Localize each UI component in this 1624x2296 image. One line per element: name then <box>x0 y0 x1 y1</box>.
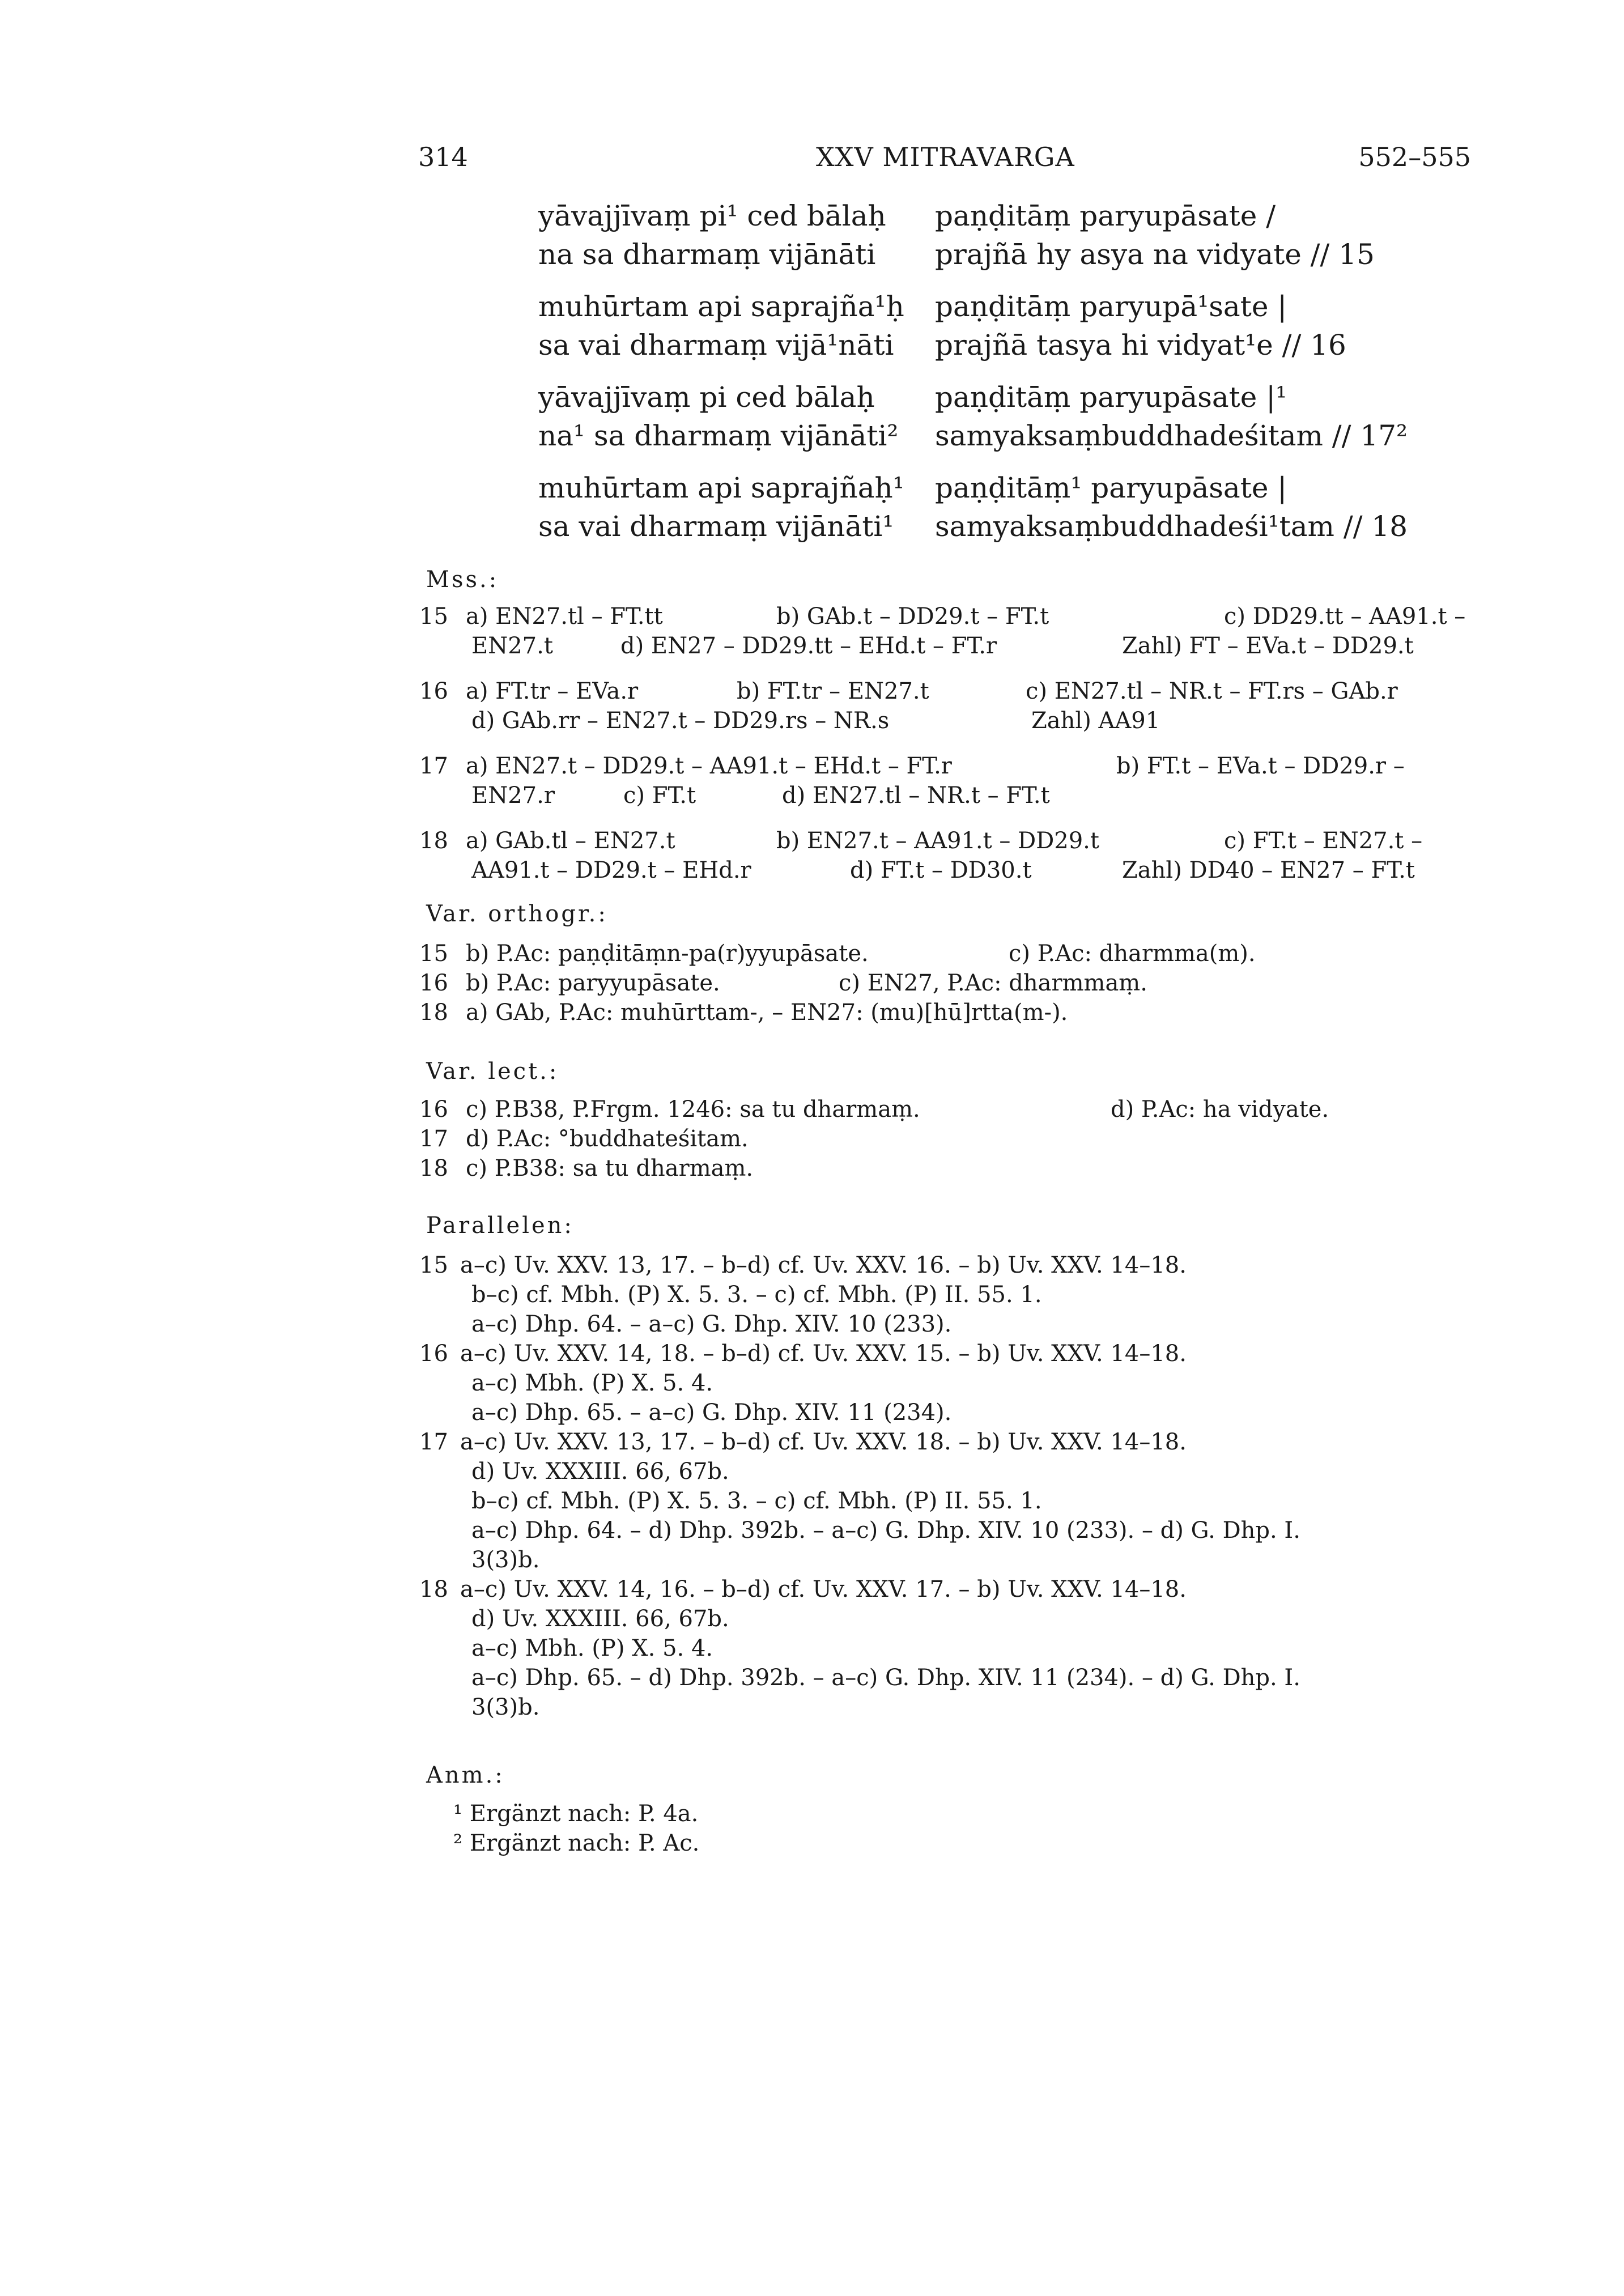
mss-cell: c) EN27.tl – NR.t – FT.rs – GAb.r <box>1026 678 1398 704</box>
var-reading: c) P.Ac: dharmma(m). <box>1009 941 1256 967</box>
parallel-text: a–c) Dhp. 64. – a–c) G. Dhp. XIV. 10 (233). <box>471 1311 952 1337</box>
mss-cell: Zahl) DD40 – EN27 – FT.t <box>1122 857 1415 883</box>
parallel-line <box>419 1311 1485 1341</box>
mss-line <box>419 857 1485 887</box>
parallel-line <box>419 1252 1485 1282</box>
stanza-17 <box>538 381 1456 458</box>
parallel-line <box>419 1429 1485 1459</box>
verse-line <box>538 471 1456 510</box>
mss-cell: d) FT.t – DD30.t <box>850 857 1032 883</box>
mss-cell: b) FT.tr – EN27.t <box>737 678 929 704</box>
parallel-text: d) Uv. XXXIII. 66, 67b. <box>471 1606 729 1632</box>
pada-a: yāvajjīvaṃ pi ced bālaḥ <box>538 381 875 414</box>
parallel-text: d) Uv. XXXIII. 66, 67b. <box>471 1459 729 1485</box>
parallelen-title: Parallelen: <box>426 1213 574 1239</box>
parallel-line <box>419 1488 1485 1517</box>
var-reading: b) P.Ac: paryyupāsate. <box>466 970 720 996</box>
verse-line <box>538 419 1456 458</box>
anm-block <box>453 1801 1519 1860</box>
mss-cell: Zahl) FT – EVa.t – DD29.t <box>1122 633 1414 659</box>
mss-block <box>419 603 1485 887</box>
pada-a: sa vai dharmaṃ vijānāti¹ <box>538 510 894 543</box>
var-orthogr-line <box>419 941 1485 970</box>
stanza-number: 15 <box>419 603 448 630</box>
parallel-line <box>419 1370 1485 1400</box>
pada-a: muhūrtam api saprajña¹ḥ <box>538 290 904 323</box>
mss-cell: d) GAb.rr – EN27.t – DD29.rs – NR.s <box>471 708 890 734</box>
parallel-line <box>419 1282 1485 1311</box>
var-lect-line <box>419 1155 1485 1185</box>
stanza-18 <box>538 471 1456 549</box>
mss-cell: b) FT.t – EVa.t – DD29.r – <box>1116 753 1405 779</box>
parallel-text: a–c) Mbh. (P) X. 5. 4. <box>471 1635 713 1661</box>
verse-line <box>538 290 1456 329</box>
parallel-line <box>419 1400 1485 1429</box>
pada-b: samyaksaṃbuddhadeśi¹tam // 18 <box>935 510 1408 543</box>
mss-cell: c) DD29.tt – AA91.t – <box>1224 603 1466 630</box>
mss-cell: AA91.t – DD29.t – EHd.r <box>471 857 751 883</box>
mss-cell: b) GAb.t – DD29.t – FT.t <box>776 603 1049 630</box>
var-reading: c) P.B38, P.Frgm. 1246: sa tu dharmaṃ. <box>466 1096 920 1123</box>
footnote: ² Ergänzt nach: P. Ac. <box>453 1830 700 1856</box>
mss-line <box>419 753 1485 783</box>
var-reading: b) P.Ac: paṇḍitāṃn-pa(r)yyupāsate. <box>466 941 869 967</box>
parallel-line <box>419 1341 1485 1370</box>
parallel-text: a–c) Uv. XXV. 13, 17. – b–d) cf. Uv. XXV. 16. – b) Uv. XXV. 14–18. <box>460 1252 1187 1278</box>
verse-line <box>538 199 1456 238</box>
pada-b: paṇḍitāṃ¹ paryupāsate | <box>935 471 1287 504</box>
stanza-range: 552–555 <box>1358 142 1471 172</box>
mss-cell: a) EN27.t – DD29.t – AA91.t – EHd.t – FT.r <box>466 753 952 779</box>
running-title: XXV MITRAVARGA <box>816 142 1075 172</box>
mss-cell: d) EN27.tl – NR.t – FT.t <box>782 783 1050 809</box>
stanza-number: 16 <box>419 970 448 996</box>
stanza-16 <box>538 290 1456 367</box>
pada-b: prajñā hy asya na vidyate // 15 <box>935 238 1375 271</box>
parallel-text: a–c) Dhp. 65. – a–c) G. Dhp. XIV. 11 (234). <box>471 1400 952 1426</box>
var-orthogr-line <box>419 970 1485 1000</box>
var-reading: d) P.Ac: °buddhateśitam. <box>466 1126 749 1152</box>
mss-cell: d) EN27 – DD29.tt – EHd.t – FT.r <box>620 633 997 659</box>
mss-cell: a) FT.tr – EVa.r <box>466 678 639 704</box>
pada-a: muhūrtam api saprajñaḥ¹ <box>538 471 904 504</box>
pada-a: sa vai dharmaṃ vijā¹nāti <box>538 329 894 362</box>
parallel-text: a–c) Mbh. (P) X. 5. 4. <box>471 1370 713 1396</box>
stanza-number: 15 <box>419 1252 448 1278</box>
parallel-line <box>419 1547 1485 1576</box>
footnote: ¹ Ergänzt nach: P. 4a. <box>453 1801 699 1827</box>
parallel-text: 3(3)b. <box>471 1694 540 1720</box>
parallel-line <box>419 1606 1485 1635</box>
pada-b: prajñā tasya hi vidyat¹e // 16 <box>935 329 1346 362</box>
parallelen-block <box>419 1252 1485 1724</box>
var-orthogr-line <box>419 1000 1485 1029</box>
stanza-number: 18 <box>419 1576 448 1602</box>
mss-line <box>419 633 1485 662</box>
parallel-text: a–c) Dhp. 64. – d) Dhp. 392b. – a–c) G. Dhp. XIV. 10 (233). – d) G. Dhp. I. <box>471 1517 1300 1544</box>
mss-cell: a) EN27.tl – FT.tt <box>466 603 663 630</box>
pada-b: samyaksaṃbuddhadeśitam // 17² <box>935 419 1408 452</box>
stanza-number: 17 <box>419 1429 448 1455</box>
stanza-number: 16 <box>419 1341 448 1367</box>
parallel-text: a–c) Uv. XXV. 14, 16. – b–d) cf. Uv. XXV. 17. – b) Uv. XXV. 14–18. <box>460 1576 1187 1602</box>
pada-a: yāvajjīvaṃ pi¹ ced bālaḥ <box>538 199 886 232</box>
var-orthogr-block <box>419 941 1485 1029</box>
mss-cell: EN27.t <box>471 633 553 659</box>
parallel-text: a–c) Dhp. 65. – d) Dhp. 392b. – a–c) G. Dhp. XIV. 11 (234). – d) G. Dhp. I. <box>471 1665 1300 1691</box>
verse-block <box>538 199 1456 562</box>
verse-line <box>538 238 1456 277</box>
mss-line <box>419 708 1485 737</box>
mss-cell: b) EN27.t – AA91.t – DD29.t <box>776 828 1099 854</box>
pada-b: paṇḍitāṃ paryupā¹sate | <box>935 290 1287 323</box>
pada-b: paṇḍitāṃ paryupāsate / <box>935 199 1276 232</box>
mss-cell: a) GAb.tl – EN27.t <box>466 828 675 854</box>
anm-title: Anm.: <box>426 1762 505 1788</box>
stanza-number: 15 <box>419 941 448 967</box>
mss-line <box>419 678 1485 708</box>
var-lect-block <box>419 1096 1485 1185</box>
parallel-line <box>419 1576 1485 1606</box>
parallel-line <box>419 1665 1485 1694</box>
var-reading: c) P.B38: sa tu dharmaṃ. <box>466 1155 754 1181</box>
mss-line <box>419 828 1485 857</box>
var-reading: c) EN27, P.Ac: dharmmaṃ. <box>839 970 1147 996</box>
stanza-number: 17 <box>419 1126 448 1152</box>
mss-cell: c) FT.t <box>623 783 696 809</box>
parallel-text: b–c) cf. Mbh. (P) X. 5. 3. – c) cf. Mbh. (P) II. 55. 1. <box>471 1488 1042 1514</box>
stanza-number: 18 <box>419 1000 448 1026</box>
stanza-number: 17 <box>419 753 448 779</box>
var-orthogr-title: Var. orthogr.: <box>426 901 608 927</box>
stanza-number: 16 <box>419 678 448 704</box>
var-lect-line <box>419 1126 1485 1155</box>
pada-b: paṇḍitāṃ paryupāsate |¹ <box>935 381 1287 414</box>
parallel-line <box>419 1635 1485 1665</box>
stanza-15 <box>538 199 1456 277</box>
var-reading: a) GAb, P.Ac: muhūrttam-, – EN27: (mu)[hū]rtta(m-). <box>466 1000 1068 1026</box>
var-reading: d) P.Ac: ha vidyate. <box>1111 1096 1329 1123</box>
mss-cell: c) FT.t – EN27.t – <box>1224 828 1423 854</box>
parallel-text: a–c) Uv. XXV. 14, 18. – b–d) cf. Uv. XXV. 15. – b) Uv. XXV. 14–18. <box>460 1341 1187 1367</box>
stanza-number: 16 <box>419 1096 448 1123</box>
parallel-text: 3(3)b. <box>471 1547 540 1573</box>
stanza-number: 18 <box>419 1155 448 1181</box>
stanza-number: 18 <box>419 828 448 854</box>
mss-line <box>419 603 1485 633</box>
mss-line <box>419 783 1485 812</box>
pada-a: na¹ sa dharmaṃ vijānāti² <box>538 419 899 452</box>
parallel-line <box>419 1694 1485 1724</box>
page-number: 314 <box>418 142 468 172</box>
var-lect-line <box>419 1096 1485 1126</box>
mss-title: Mss.: <box>426 567 499 593</box>
mss-cell: EN27.r <box>471 783 555 809</box>
var-lect-title: Var. lect.: <box>426 1058 559 1085</box>
parallel-line <box>419 1459 1485 1488</box>
parallel-text: b–c) cf. Mbh. (P) X. 5. 3. – c) cf. Mbh. (P) II. 55. 1. <box>471 1282 1042 1308</box>
pada-a: na sa dharmaṃ vijānāti <box>538 238 876 271</box>
verse-line <box>538 329 1456 367</box>
parallel-text: a–c) Uv. XXV. 13, 17. – b–d) cf. Uv. XXV. 18. – b) Uv. XXV. 14–18. <box>460 1429 1187 1455</box>
verse-line <box>538 510 1456 549</box>
verse-line <box>538 381 1456 419</box>
parallel-line <box>419 1517 1485 1547</box>
mss-cell: Zahl) AA91 <box>1031 708 1160 734</box>
